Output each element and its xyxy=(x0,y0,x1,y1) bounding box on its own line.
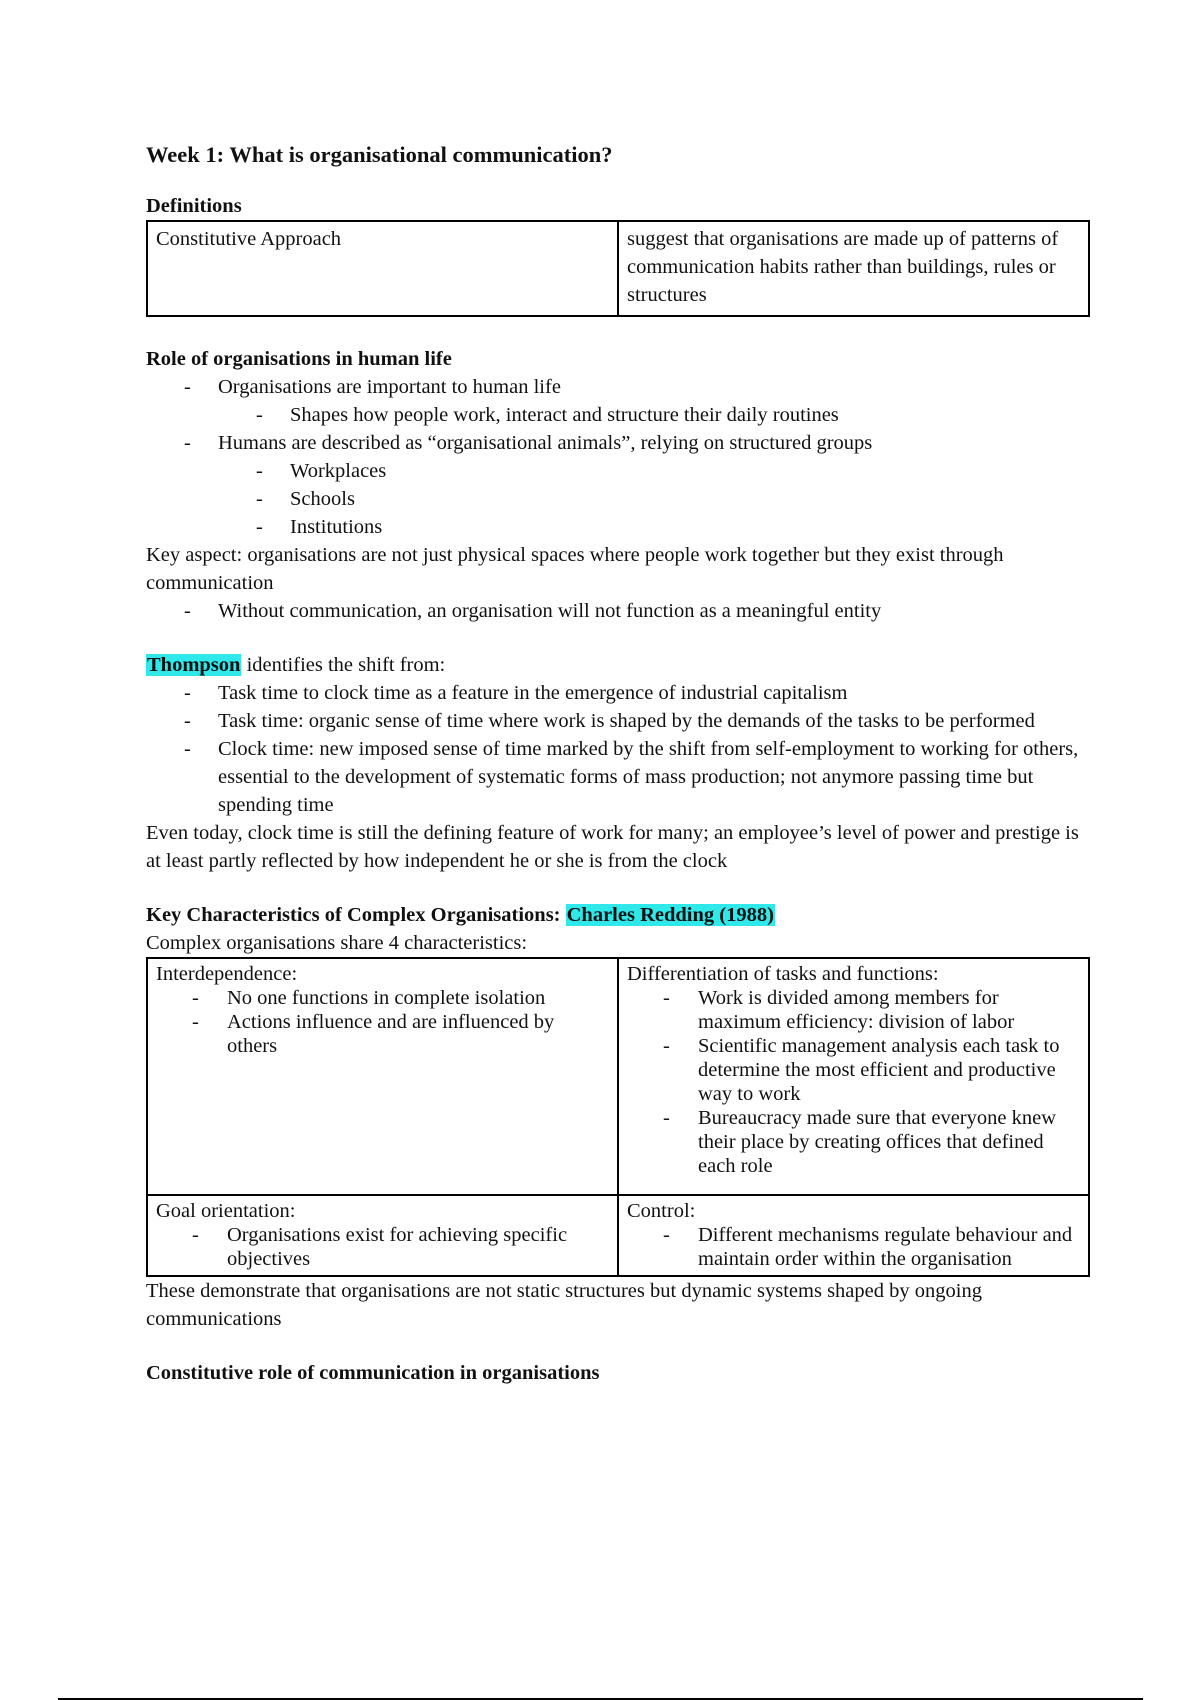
definition-term: Constitutive Approach xyxy=(147,221,618,316)
characteristics-intro: Complex organisations share 4 characteristics: xyxy=(146,932,528,954)
list-item: - Task time: organic sense of time where work is shaped by the demands of the tasks to be performed xyxy=(218,707,1090,735)
thompson-closing: Even today, clock time is still the defining feature of work for many; an employee’s level of power and prestige is at least partly reflected by how independent he or she is from the clock xyxy=(146,822,1079,872)
list-item: - Humans are described as “organisational animals”, relying on structured groups - Workplaces - Schools - Institutions xyxy=(218,429,1090,541)
role-heading: Role of organisations in human life xyxy=(146,348,452,370)
constitutive-heading: Constitutive role of communication in organisations xyxy=(146,1362,600,1384)
highlighted-source: Charles Redding (1988) xyxy=(566,904,774,926)
control-cell: Control: - Different mechanisms regulate behaviour and maintain order within the organisation xyxy=(618,1195,1089,1276)
highlighted-author: Thompson xyxy=(147,654,241,676)
list-item: - Institutions xyxy=(290,513,1090,541)
list-item: - Scientific management analysis each task to determine the most efficient and productive way to work xyxy=(698,1034,1080,1106)
list-item: - Organisations exist for achieving specific objectives xyxy=(227,1223,609,1271)
characteristics-table xyxy=(146,957,1090,1277)
list-item: - No one functions in complete isolation xyxy=(227,986,609,1010)
definitions-table xyxy=(146,220,1090,317)
goal-cell: Goal orientation: - Organisations exist for achieving specific objectives xyxy=(147,1195,618,1276)
characteristics-closing: These demonstrate that organisations are not static structures but dynamic systems shaped by ongoing communications xyxy=(146,1280,982,1330)
page-title: Week 1: What is organisational communication? xyxy=(146,142,613,167)
list-item: - Shapes how people work, interact and structure their daily routines xyxy=(290,401,1090,429)
list-item: - Different mechanisms regulate behaviour and maintain order within the organisation xyxy=(698,1223,1080,1271)
thompson-list xyxy=(146,679,1090,819)
list-item: - Without communication, an organisation will not function as a meaningful entity xyxy=(218,597,1090,625)
differentiation-cell: Differentiation of tasks and functions: - Work is divided among members for maximum efficiency: division of labor - Scientific management analysis each task to determine the most efficient and productive way to work - Bureaucracy made sure that everyone knew their place by creating offices that defined each role xyxy=(618,958,1089,1195)
role-list xyxy=(146,373,1090,541)
interdependence-cell: Interdependence: - No one functions in complete isolation - Actions influence and are influenced by others xyxy=(147,958,618,1195)
list-item: - Schools xyxy=(290,485,1090,513)
list-item: - Actions influence and are influenced by others xyxy=(227,1010,609,1058)
list-item: - Workplaces xyxy=(290,457,1090,485)
list-item: - Work is divided among members for maximum efficiency: division of labor xyxy=(698,986,1080,1034)
list-item: - Clock time: new imposed sense of time marked by the shift from self-employment to working for others, essential to the development of systematic forms of mass production; not anymore passing time but spending time xyxy=(218,735,1090,819)
key-aspect-text: Key aspect: organisations are not just physical spaces where people work together but they exist through communication xyxy=(146,544,1004,594)
thompson-intro: Thompson identifies the shift from: xyxy=(147,654,446,676)
list-item: - Task time to clock time as a feature in the emergence of industrial capitalism xyxy=(218,679,1090,707)
definition-text: suggest that organisations are made up of patterns of communication habits rather than buildings, rules or structures xyxy=(618,221,1089,316)
list-item: - Organisations are important to human life - Shapes how people work, interact and structure their daily routines xyxy=(218,373,1090,429)
definitions-heading: Definitions xyxy=(146,195,242,217)
list-item: - Bureaucracy made sure that everyone knew their place by creating offices that defined each role xyxy=(698,1106,1080,1178)
characteristics-heading: Key Characteristics of Complex Organisations: Charles Redding (1988) xyxy=(146,904,774,926)
key-aspect-list xyxy=(146,597,1090,625)
document-page xyxy=(146,140,1090,1387)
